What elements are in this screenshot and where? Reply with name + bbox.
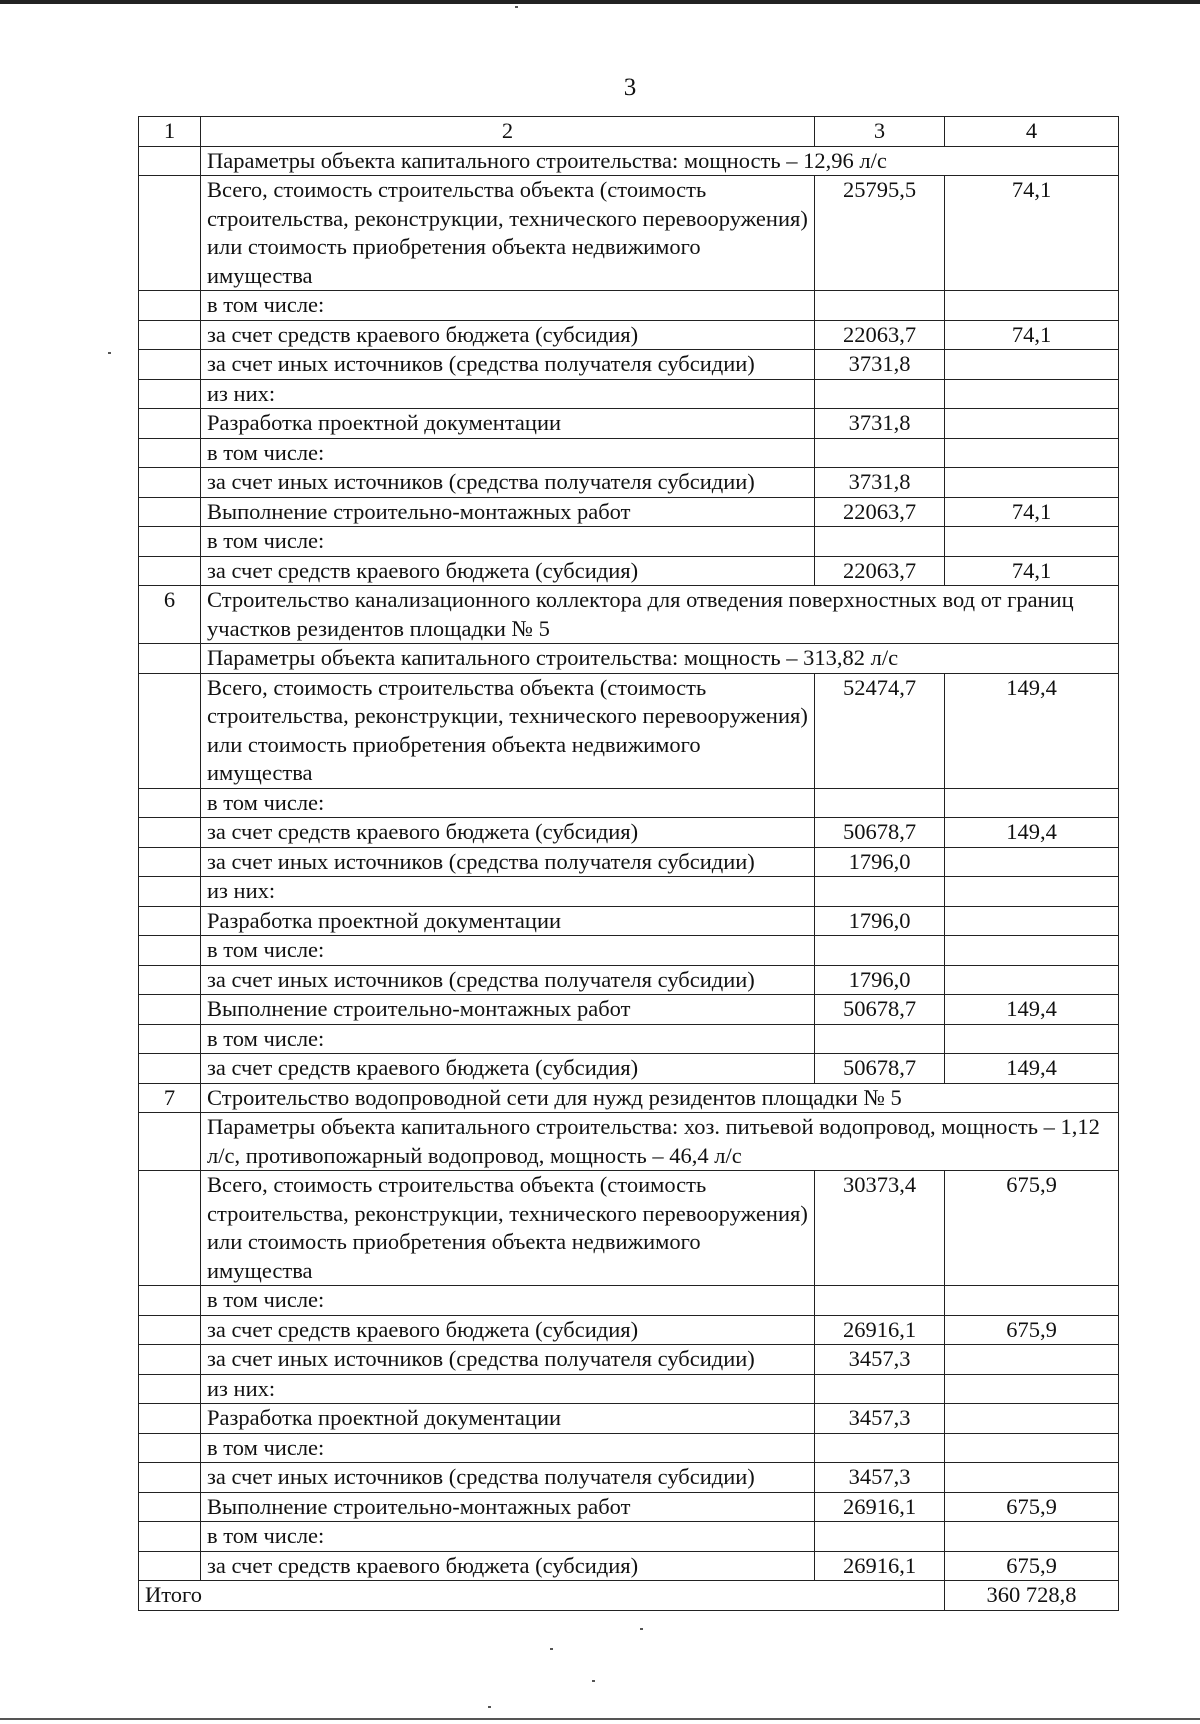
cost-year-cell [945,1522,1119,1552]
cost-total-cell: 3731,8 [815,409,945,439]
item-number-cell [139,1315,201,1345]
table-body [139,146,1119,1581]
cost-year-cell [945,1345,1119,1375]
description-cell: в том числе: [201,438,815,468]
description-cell: в том числе: [201,1433,815,1463]
table-row [139,847,1119,877]
cost-total-cell [815,1286,945,1316]
description-cell: Разработка проектной документации [201,906,815,936]
description-cell: из них: [201,379,815,409]
scan-edge-top [0,0,1200,4]
table-row [139,906,1119,936]
section-title-cell: Строительство водопроводной сети для нужд резидентов площадки № 5 [201,1083,1119,1113]
item-number-cell [139,788,201,818]
cost-total-cell: 3457,3 [815,1404,945,1434]
header-cell-3: 3 [815,117,945,147]
description-cell: Разработка проектной документации [201,409,815,439]
cost-year-cell [945,1404,1119,1434]
item-number-cell [139,1374,201,1404]
table-row [139,1522,1119,1552]
item-number-cell [139,1404,201,1434]
cost-total-cell: 22063,7 [815,556,945,586]
section-row [139,146,1119,176]
cost-year-cell: 149,4 [945,673,1119,788]
table-row [139,379,1119,409]
cost-total-cell [815,1522,945,1552]
cost-year-cell: 74,1 [945,320,1119,350]
cost-total-cell [815,1433,945,1463]
section-title-cell: Параметры объекта капитального строительства: мощность – 313,82 л/с [201,644,1119,674]
item-number-cell [139,847,201,877]
total-row [139,1581,1119,1611]
item-number-cell [139,146,201,176]
cost-year-cell: 149,4 [945,818,1119,848]
item-number-cell: 7 [139,1083,201,1113]
cost-total-cell: 3731,8 [815,468,945,498]
description-cell: из них: [201,877,815,907]
cost-total-cell: 52474,7 [815,673,945,788]
header-cell-1: 1 [139,117,201,147]
table-row [139,1374,1119,1404]
cost-total-cell [815,1374,945,1404]
cost-total-cell [815,877,945,907]
table-row [139,176,1119,291]
item-number-cell [139,906,201,936]
item-number-cell [139,673,201,788]
cost-total-cell: 50678,7 [815,818,945,848]
cost-year-cell: 74,1 [945,176,1119,291]
description-cell: Всего, стоимость строительства объекта (стоимость строительства, реконструкции, технического перевооружения) или стоимость приобретения объекта недвижимого имущества [201,673,815,788]
scan-speck [488,1706,491,1708]
table-row [139,995,1119,1025]
table-row [139,965,1119,995]
item-number-cell [139,438,201,468]
description-cell: за счет иных источников (средства получателя субсидии) [201,350,815,380]
table-row [139,556,1119,586]
cost-year-cell: 675,9 [945,1551,1119,1581]
cost-year-cell: 149,4 [945,1054,1119,1084]
cost-total-cell: 22063,7 [815,320,945,350]
section-title-cell: Параметры объекта капитального строительства: хоз. питьевой водопровод, мощность – 1,12 л/с, противопожарный водопровод, мощность – 46,4 л/с [201,1113,1119,1171]
cost-year-cell [945,847,1119,877]
table-row [139,468,1119,498]
section-row [139,1083,1119,1113]
table-row [139,1345,1119,1375]
section-title-cell: Строительство канализационного коллектора для отведения поверхностных вод от границ участков резидентов площадки № 5 [201,586,1119,644]
table-row [139,1433,1119,1463]
table-row [139,409,1119,439]
item-number-cell [139,1113,201,1171]
item-number-cell [139,409,201,439]
description-cell: из них: [201,1374,815,1404]
cost-year-cell: 675,9 [945,1492,1119,1522]
section-row [139,644,1119,674]
item-number-cell: 6 [139,586,201,644]
cost-year-cell [945,1286,1119,1316]
table-header-row [139,117,1119,147]
item-number-cell [139,350,201,380]
cost-year-cell [945,409,1119,439]
total-value: 360 728,8 [945,1581,1119,1611]
table-row [139,1463,1119,1493]
item-number-cell [139,497,201,527]
item-number-cell [139,291,201,321]
cost-year-cell [945,379,1119,409]
cost-total-cell: 22063,7 [815,497,945,527]
cost-total-cell [815,788,945,818]
cost-year-cell [945,1374,1119,1404]
cost-total-cell: 50678,7 [815,1054,945,1084]
item-number-cell [139,965,201,995]
table-row [139,527,1119,557]
description-cell: Выполнение строительно-монтажных работ [201,1492,815,1522]
table-row [139,291,1119,321]
item-number-cell [139,1054,201,1084]
cost-total-cell: 26916,1 [815,1551,945,1581]
item-number-cell [139,1463,201,1493]
item-number-cell [139,1433,201,1463]
cost-total-cell: 50678,7 [815,995,945,1025]
item-number-cell [139,644,201,674]
total-label: Итого [139,1581,945,1611]
description-cell: за счет средств краевого бюджета (субсидия) [201,556,815,586]
description-cell: в том числе: [201,527,815,557]
cost-total-cell [815,1024,945,1054]
item-number-cell [139,1171,201,1286]
cost-year-cell [945,1463,1119,1493]
cost-total-cell: 1796,0 [815,906,945,936]
description-cell: Всего, стоимость строительства объекта (стоимость строительства, реконструкции, технического перевооружения) или стоимость приобретения объекта недвижимого имущества [201,176,815,291]
section-row [139,586,1119,644]
cost-total-cell: 1796,0 [815,847,945,877]
cost-total-cell: 26916,1 [815,1315,945,1345]
cost-year-cell [945,438,1119,468]
cost-year-cell [945,788,1119,818]
cost-year-cell [945,936,1119,966]
table-row [139,1286,1119,1316]
table-row [139,320,1119,350]
cost-year-cell [945,1433,1119,1463]
description-cell: Выполнение строительно-монтажных работ [201,995,815,1025]
table-row [139,1404,1119,1434]
table-row [139,1024,1119,1054]
description-cell: за счет иных источников (средства получателя субсидии) [201,1345,815,1375]
item-number-cell [139,1551,201,1581]
cost-total-cell: 3457,3 [815,1463,945,1493]
item-number-cell [139,1286,201,1316]
cost-year-cell: 74,1 [945,556,1119,586]
section-row [139,1113,1119,1171]
header-cell-2: 2 [201,117,815,147]
item-number-cell [139,995,201,1025]
table-row [139,1171,1119,1286]
cost-total-cell [815,936,945,966]
description-cell: за счет средств краевого бюджета (субсидия) [201,1315,815,1345]
item-number-cell [139,320,201,350]
item-number-cell [139,818,201,848]
table-row [139,877,1119,907]
cost-total-cell: 30373,4 [815,1171,945,1286]
cost-total-cell: 3457,3 [815,1345,945,1375]
cost-year-cell [945,965,1119,995]
cost-total-cell [815,379,945,409]
cost-total-cell [815,527,945,557]
budget-table [138,116,1119,1611]
item-number-cell [139,877,201,907]
cost-year-cell: 74,1 [945,497,1119,527]
scan-speck [640,1628,643,1630]
item-number-cell [139,1345,201,1375]
item-number-cell [139,527,201,557]
item-number-cell [139,1522,201,1552]
description-cell: за счет средств краевого бюджета (субсидия) [201,818,815,848]
item-number-cell [139,556,201,586]
section-title-cell: Параметры объекта капитального строительства: мощность – 12,96 л/с [201,146,1119,176]
cost-year-cell [945,468,1119,498]
description-cell: за счет иных источников (средства получателя субсидии) [201,847,815,877]
description-cell: за счет иных источников (средства получателя субсидии) [201,1463,815,1493]
item-number-cell [139,1492,201,1522]
cost-year-cell: 675,9 [945,1315,1119,1345]
cost-year-cell [945,877,1119,907]
header-cell-4: 4 [945,117,1119,147]
table-row [139,1492,1119,1522]
description-cell: в том числе: [201,291,815,321]
cost-total-cell: 26916,1 [815,1492,945,1522]
table-row [139,936,1119,966]
page-number: 3 [623,74,637,101]
item-number-cell [139,468,201,498]
description-cell: за счет средств краевого бюджета (субсидия) [201,1054,815,1084]
description-cell: за счет иных источников (средства получателя субсидии) [201,468,815,498]
cost-year-cell [945,1024,1119,1054]
item-number-cell [139,176,201,291]
cost-year-cell [945,350,1119,380]
description-cell: в том числе: [201,788,815,818]
description-cell: в том числе: [201,1024,815,1054]
item-number-cell [139,1024,201,1054]
cost-year-cell [945,906,1119,936]
description-cell: в том числе: [201,1522,815,1552]
scan-edge-bottom [0,1718,1200,1720]
table-row [139,1315,1119,1345]
description-cell: в том числе: [201,1286,815,1316]
table-row [139,1551,1119,1581]
cost-total-cell: 25795,5 [815,176,945,291]
item-number-cell [139,936,201,966]
description-cell: за счет средств краевого бюджета (субсидия) [201,1551,815,1581]
item-number-cell [139,379,201,409]
cost-total-cell: 1796,0 [815,965,945,995]
description-cell: Всего, стоимость строительства объекта (стоимость строительства, реконструкции, технического перевооружения) или стоимость приобретения объекта недвижимого имущества [201,1171,815,1286]
scan-speck [550,1648,553,1650]
table-row [139,818,1119,848]
description-cell: за счет средств краевого бюджета (субсидия) [201,320,815,350]
cost-year-cell: 675,9 [945,1171,1119,1286]
table-row [139,350,1119,380]
description-cell: за счет иных источников (средства получателя субсидии) [201,965,815,995]
table-row [139,1054,1119,1084]
description-cell: Выполнение строительно-монтажных работ [201,497,815,527]
description-cell: Разработка проектной документации [201,1404,815,1434]
cost-total-cell [815,438,945,468]
table-row [139,788,1119,818]
description-cell: в том числе: [201,936,815,966]
cost-year-cell: 149,4 [945,995,1119,1025]
cost-total-cell: 3731,8 [815,350,945,380]
scan-speck [108,352,111,354]
scan-speck [592,1680,595,1682]
table-row [139,497,1119,527]
cost-total-cell [815,291,945,321]
scan-speck [515,6,518,8]
table-row [139,438,1119,468]
cost-year-cell [945,527,1119,557]
cost-year-cell [945,291,1119,321]
table-row [139,673,1119,788]
